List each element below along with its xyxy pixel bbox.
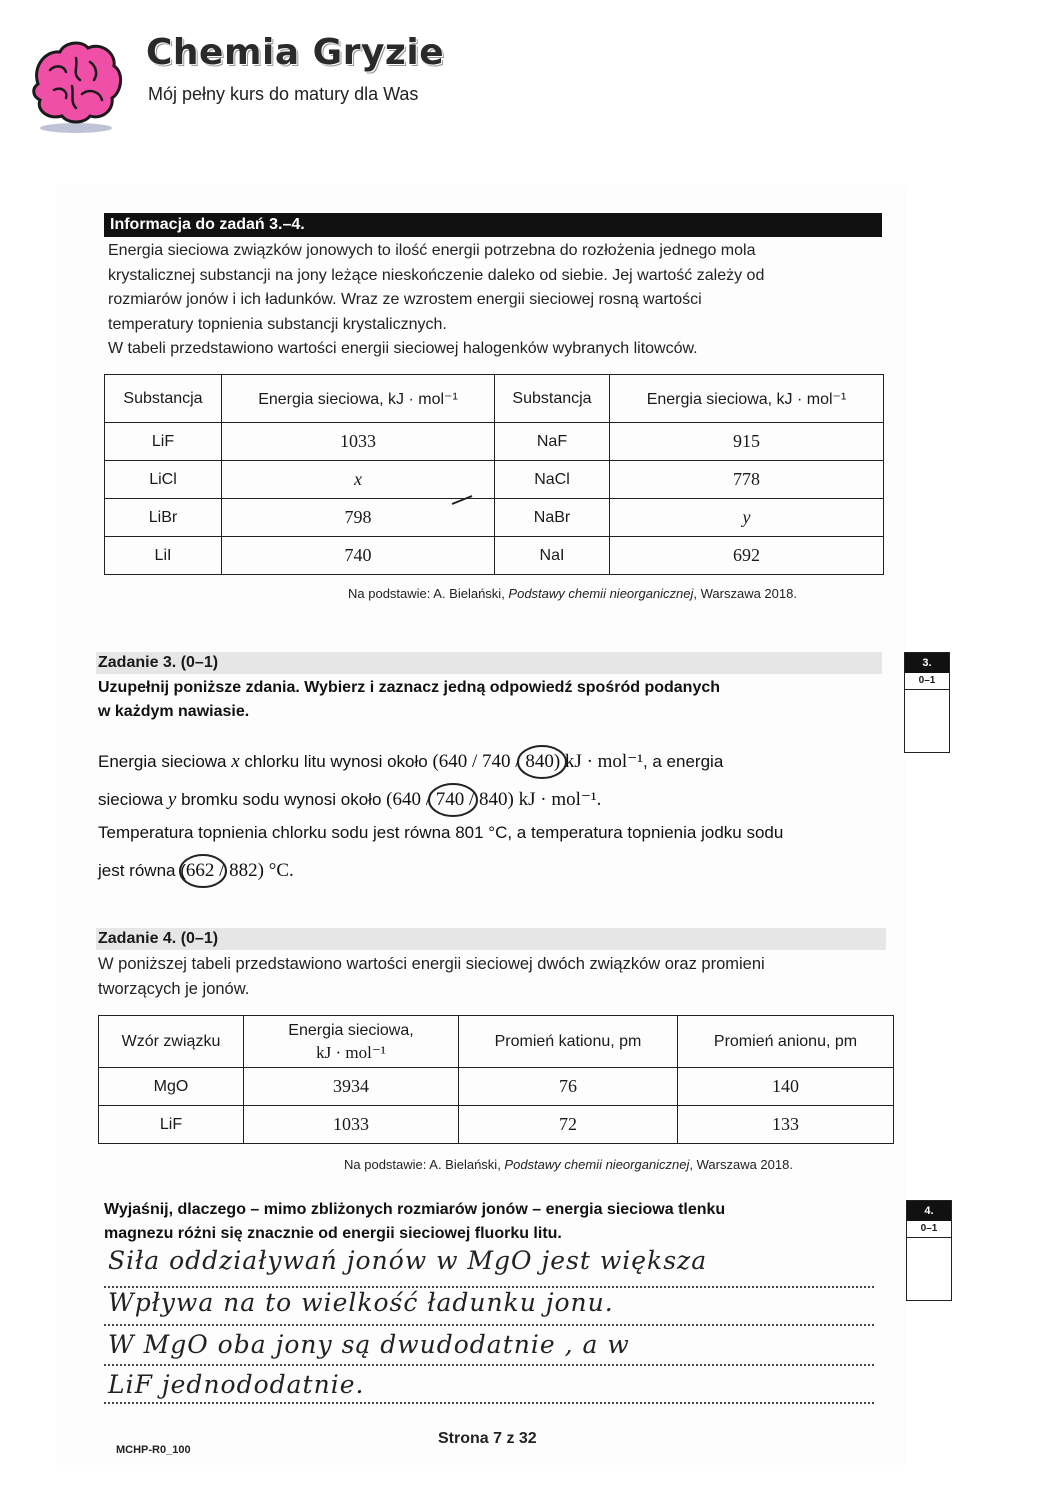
table-cell: 1033 [222, 423, 495, 461]
table-cell: 740 [222, 537, 495, 575]
table-cell: 778 [610, 461, 884, 499]
task3-sentence-3: Temperatura topnienia chlorku sodu jest równa 801 °C, a temperatura topnienia jodku sodu [98, 823, 784, 842]
column-header: Substancja [105, 375, 222, 423]
task4-heading: Zadanie 4. (0–1) [96, 928, 886, 950]
score-field[interactable] [907, 1238, 951, 1300]
handwritten-answer-line: Wpływa na to wielkość ładunku jonu. [108, 1288, 614, 1317]
instruction-line: Uzupełnij poniższe zdania. Wybierz i zaznacz jedną odpowiedź spośród podanych [98, 679, 721, 696]
intro-line: W poniższej tabeli przedstawiono wartości energii sieciowej dwóch związków oraz promieni [98, 955, 765, 973]
task3-heading: Zadanie 3. (0–1) [96, 652, 882, 674]
table-cell: 3934 [244, 1068, 459, 1106]
score-number: 3. [905, 653, 949, 673]
text: bromku sodu wynosi około [176, 790, 387, 809]
text: sieciowa [98, 790, 168, 809]
instruction-line: w każdym nawiasie. [98, 703, 250, 720]
table-cell: LiI [105, 537, 222, 575]
task3-sentence-4 [98, 860, 294, 882]
answer-value: 840 [525, 751, 554, 772]
table-cell: 1033 [244, 1106, 459, 1144]
options: (640 / 740 / [432, 751, 526, 772]
task3-sentence-2 [98, 788, 601, 811]
question-line: Wyjaśnij, dlaczego – mimo zbliżonych rozmiarów jonów – energia sieciowa tlenku [104, 1201, 726, 1218]
column-header: Energia sieciowa, kJ · mol⁻¹ [610, 375, 884, 423]
source-note [344, 1157, 793, 1172]
intro-line: tworzących je jonów. [98, 980, 250, 998]
circled-answer[interactable] [436, 789, 465, 811]
info-line: W tabeli przedstawiono wartości energii sieciowej halogenków wybranych litowców. [108, 340, 698, 357]
info-line: krystalicznej substancji na jony leżące nieskończenie daleko od siebie. Jej wartość zależy od [108, 266, 765, 284]
unit: ) kJ · mol⁻¹ [553, 751, 643, 772]
table-cell: LiF [105, 423, 222, 461]
table-cell: 915 [610, 423, 884, 461]
task3-instruction [98, 676, 720, 724]
task3-sentence-1 [98, 750, 723, 773]
table-header-row [105, 375, 884, 423]
brand-subtitle: Mój pełny kurs do matury dla Was [148, 84, 419, 104]
task4-intro [98, 952, 765, 1002]
column-header [244, 1016, 459, 1068]
info-line: temperatury topnienia substancji krystalicznych. [108, 315, 447, 333]
score-number: 4. [907, 1201, 951, 1221]
text: Energia sieciowa [98, 752, 232, 771]
table-cell: 76 [459, 1068, 678, 1106]
exam-code: MCHP-R0_100 [116, 1444, 191, 1456]
source-title: Podstawy chemii nieorganicznej [508, 586, 694, 601]
source-suffix: , Warszawa 2018. [693, 586, 797, 601]
info-line: Energia sieciowa związków jonowych to ilość energii potrzebna do rozłożenia jednego mola [108, 242, 756, 259]
task3-score-box [904, 652, 950, 753]
answer-line [104, 1364, 874, 1366]
variable-y: y [167, 789, 177, 810]
column-header: Promień anionu, pm [678, 1016, 894, 1068]
column-header: Energia sieciowa, kJ · mol⁻¹ [222, 375, 495, 423]
hand-circle-icon [177, 852, 231, 892]
table-cell: NaBr [495, 499, 610, 537]
table-cell: 72 [459, 1106, 678, 1144]
info-heading: Informacja do zadań 3.–4. [104, 213, 882, 237]
variable-x: x [231, 751, 240, 772]
answer-value: 662 [185, 860, 215, 881]
ion-radius-table [98, 1015, 894, 1144]
table-cell: 798 [222, 499, 495, 537]
header-line: Energia sieciowa, [288, 1021, 414, 1039]
source-title: Podstawy chemii nieorganicznej [504, 1157, 690, 1172]
task4-score-box [906, 1200, 952, 1301]
source-prefix: Na podstawie: A. Bielański, [344, 1157, 505, 1172]
table-row [99, 1068, 894, 1106]
table-cell: LiBr [105, 499, 222, 537]
table-row [105, 461, 884, 499]
table-cell: y [610, 499, 884, 537]
table-cell: 692 [610, 537, 884, 575]
score-range: 0–1 [905, 673, 949, 690]
handwritten-answer-line: Siła oddziaływań jonów w MgO jest większa [108, 1246, 708, 1275]
answer-line [104, 1402, 874, 1404]
source-note [348, 586, 797, 601]
text: , a energia [642, 752, 724, 771]
table-cell: 133 [678, 1106, 894, 1144]
text: / 882) °C. [214, 860, 294, 881]
brand-title: Chemia Gryzie [146, 32, 445, 73]
table-cell: NaF [495, 423, 610, 461]
table-row [105, 537, 884, 575]
text: ( [180, 861, 186, 880]
pen-stroke-mark [450, 494, 474, 506]
source-prefix: Na podstawie: A. Bielański, [348, 586, 509, 601]
table-row [99, 1106, 894, 1144]
circled-answer[interactable] [525, 751, 554, 773]
answer-value: 740 [435, 789, 465, 810]
page-number: Strona 7 z 32 [438, 1430, 537, 1447]
column-header: Promień kationu, pm [459, 1016, 678, 1068]
header-unit: kJ · mol⁻¹ [316, 1042, 386, 1062]
brain-logo-icon [24, 36, 128, 136]
table-cell: NaCl [495, 461, 610, 499]
table-cell: LiCl [105, 461, 222, 499]
text: jest równa [98, 861, 181, 880]
handwritten-answer-line: LiF jednododatnie. [108, 1370, 365, 1399]
options: (640 / [386, 789, 436, 810]
handwritten-answer-line: W MgO oba jony są dwudodatnie , a w [108, 1330, 630, 1359]
info-paragraph [108, 239, 888, 362]
task4-question [104, 1198, 725, 1246]
table-header-row [99, 1016, 894, 1068]
site-header [0, 0, 1061, 150]
info-line: rozmiarów jonów i ich ładunków. Wraz ze wzrostem energii sieciowej rosną wartości [108, 291, 702, 308]
table-cell: NaI [495, 537, 610, 575]
hand-circle-icon [515, 743, 571, 783]
table-row [105, 423, 884, 461]
question-line: magnezu różni się znacznie od energii sieciowej fluorku litu. [104, 1225, 562, 1242]
hand-circle-icon [426, 781, 482, 821]
answer-line [104, 1324, 874, 1326]
lattice-energy-table [104, 374, 884, 575]
table-cell: MgO [99, 1068, 244, 1106]
table-cell: LiF [99, 1106, 244, 1144]
column-header: Wzór związku [99, 1016, 244, 1068]
score-range: 0–1 [907, 1221, 951, 1238]
column-header: Substancja [495, 375, 610, 423]
text: chlorku litu wynosi około [239, 752, 433, 771]
table-row [105, 499, 884, 537]
table-cell: x [222, 461, 495, 499]
score-field[interactable] [905, 690, 949, 752]
unit: / 840) kJ · mol⁻¹. [464, 789, 602, 810]
table-cell: 140 [678, 1068, 894, 1106]
circled-answer[interactable] [186, 860, 215, 882]
source-suffix: , Warszawa 2018. [689, 1157, 793, 1172]
